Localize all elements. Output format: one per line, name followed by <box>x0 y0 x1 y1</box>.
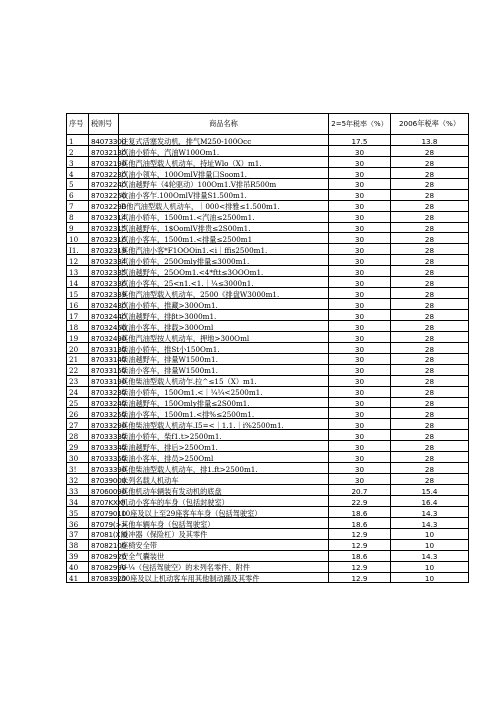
row-code: 87082920 <box>89 550 119 561</box>
row-seq: 41 <box>67 572 89 583</box>
row-seq: 14 <box>67 277 89 288</box>
table-row <box>67 452 469 463</box>
row-rate-2005: 22.9 <box>329 495 391 506</box>
row-code: 87032230 <box>89 167 119 178</box>
row-rate-2005: 18.6 <box>329 550 391 561</box>
row-seq: 12 <box>67 255 89 266</box>
row-code: 87033250 <box>89 408 119 419</box>
row-rate-2006: 28 <box>391 200 469 211</box>
row-seq: 4 <box>67 167 89 178</box>
row-rate-2005: 30 <box>329 167 391 178</box>
row-name: 安全气囊装世 <box>119 550 329 561</box>
row-seq: 13 <box>67 266 89 277</box>
table-row <box>67 495 469 506</box>
table-row <box>67 539 469 550</box>
row-rate-2005: 30 <box>329 375 391 386</box>
row-rate-2006: 28 <box>391 156 469 167</box>
row-code: 87033390 <box>89 463 119 474</box>
row-code: 87083920 <box>89 572 119 583</box>
row-seq: 35 <box>67 506 89 517</box>
row-code: 87079(>> <box>89 517 119 528</box>
row-rate-2006: 10 <box>391 572 469 583</box>
row-rate-2005: 30 <box>329 452 391 463</box>
row-seq: 1 <box>67 135 89 146</box>
row-seq: 28 <box>67 430 89 441</box>
table-row <box>67 441 469 452</box>
header-name: 商品名称 <box>119 114 329 135</box>
row-name: 柴油小轿车，柴f1.t>2500m1. <box>119 430 329 441</box>
row-rate-2005: 30 <box>329 266 391 277</box>
row-rate-2005: 30 <box>329 441 391 452</box>
row-seq: 21 <box>67 353 89 364</box>
table-row <box>67 200 469 211</box>
row-name: 座椅安全带 <box>119 539 329 550</box>
row-rate-2006: 16.4 <box>391 495 469 506</box>
row-code: 87081(X)0 <box>89 528 119 539</box>
table-row <box>67 397 469 408</box>
row-name: 柴油小客车，排量W1500m1. <box>119 364 329 375</box>
row-rate-2005: 12.9 <box>329 528 391 539</box>
header-row <box>67 114 469 135</box>
row-code: 87032450 <box>89 320 119 331</box>
row-rate-2006: 28 <box>391 331 469 342</box>
table-row <box>67 353 469 364</box>
row-seq: 33 <box>67 485 89 496</box>
row-rate-2006: 28 <box>391 255 469 266</box>
row-name: 汽油越野车，排βt>3000m1. <box>119 310 329 321</box>
row-rate-2006: 28 <box>391 353 469 364</box>
row-rate-2006: 28 <box>391 222 469 233</box>
row-code: 87033290 <box>89 419 119 430</box>
row-code: 87033190 <box>89 375 119 386</box>
row-rate-2005: 12.9 <box>329 561 391 572</box>
row-rate-2005: 30 <box>329 463 391 474</box>
row-rate-2006: 28 <box>391 299 469 310</box>
row-rate-2005: 30 <box>329 419 391 430</box>
row-rate-2005: 30 <box>329 299 391 310</box>
row-rate-2005: 30 <box>329 430 391 441</box>
row-code: 87032250 <box>89 189 119 200</box>
row-seq: 3! <box>67 463 89 474</box>
row-rate-2006: 28 <box>391 178 469 189</box>
row-rate-2006: 28 <box>391 266 469 277</box>
row-seq: 23 <box>67 375 89 386</box>
row-code: 87032316 <box>89 233 119 244</box>
row-name: 汽油越野车（4轮驱动）100Om1.V排吊R500m <box>119 178 329 189</box>
row-name: 其他汽油小客*F1OOOin1.<i｜ffis2500m1. <box>119 244 329 255</box>
row-seq: 3 <box>67 156 89 167</box>
row-name: 其他汽油型载人机动车，持址Wlo（X）m1. <box>119 156 329 167</box>
table-row <box>67 255 469 266</box>
row-rate-2005: 30 <box>329 244 391 255</box>
row-rate-2005: 30 <box>329 408 391 419</box>
table-body <box>67 135 469 583</box>
row-code: 87032319 <box>89 244 119 255</box>
row-name: 其他机动车辆装有发动机的底盘 <box>119 485 329 496</box>
table-row <box>67 517 469 528</box>
row-code: 87033330 <box>89 430 119 441</box>
row-rate-2006: 28 <box>391 430 469 441</box>
row-code: 87039000 <box>89 474 119 485</box>
row-seq: 29 <box>67 441 89 452</box>
row-rate-2006: 28 <box>391 441 469 452</box>
table-row <box>67 528 469 539</box>
row-rate-2006: 28 <box>391 244 469 255</box>
row-code: 87032190 <box>89 156 119 167</box>
row-code: 87032339 <box>89 288 119 299</box>
row-rate-2005: 30 <box>329 211 391 222</box>
row-rate-2006: 28 <box>391 189 469 200</box>
row-name: 收油小客车，排载>300Oml <box>119 320 329 331</box>
row-rate-2006: 28 <box>391 474 469 485</box>
row-rate-2005: 30 <box>329 189 391 200</box>
row-name: 柴油越野车，排量W1500m1. <box>119 353 329 364</box>
row-rate-2005: 20.7 <box>329 485 391 496</box>
table-row <box>67 299 469 310</box>
header-code: 税则号 <box>89 114 119 135</box>
row-seq: 26 <box>67 408 89 419</box>
row-code: 87060090 <box>89 485 119 496</box>
row-rate-2005: 30 <box>329 255 391 266</box>
row-rate-2006: 28 <box>391 277 469 288</box>
row-rate-2005: 30 <box>329 364 391 375</box>
row-rate-2005: 30 <box>329 156 391 167</box>
row-name: 其他车辆车身（包括驾驶室） <box>119 517 329 528</box>
row-rate-2005: 12.9 <box>329 539 391 550</box>
row-rate-2005: 30 <box>329 397 391 408</box>
row-name: 柴油越野车，排后>250Om1. <box>119 441 329 452</box>
row-seq: 36 <box>67 517 89 528</box>
row-name: 汽油小轿车，推藏>300Om1. <box>119 299 329 310</box>
row-rate-2005: 30 <box>329 145 391 156</box>
row-name: 10座及以上至29座客车车身（包括驾驶室） <box>119 506 329 517</box>
tariff-document <box>66 113 468 583</box>
table-row <box>67 156 469 167</box>
row-rate-2006: 28 <box>391 452 469 463</box>
row-seq: 20 <box>67 342 89 353</box>
row-seq: I1. <box>67 244 89 255</box>
row-rate-2005: 30 <box>329 277 391 288</box>
row-code: 87032334 <box>89 255 119 266</box>
row-rate-2005: 30 <box>329 353 391 364</box>
row-name: 柴油小轿车，150Om1.<｜¼¼<2500m1. <box>119 386 329 397</box>
row-seq: 8 <box>67 211 89 222</box>
row-code: 87033350 <box>89 452 119 463</box>
row-name: 柴油小轿车，推St小150Om1. <box>119 342 329 353</box>
row-name: 30座及以上机动客车用其他制动踊及其零件 <box>119 572 329 583</box>
row-code: 87082100 <box>89 539 119 550</box>
row-rate-2005: 30 <box>329 288 391 299</box>
row-rate-2005: 12.9 <box>329 572 391 583</box>
table-row <box>67 419 469 430</box>
row-rate-2005: 30 <box>329 474 391 485</box>
row-seq: 24 <box>67 386 89 397</box>
row-code: 87033240 <box>89 397 119 408</box>
table-row <box>67 506 469 517</box>
row-rate-2005: 30 <box>329 386 391 397</box>
row-seq: 32 <box>67 474 89 485</box>
row-seq: 6 <box>67 189 89 200</box>
row-name: B他汽油型载人机动车，｜000<排雅≤1.500m1. <box>119 200 329 211</box>
row-name: 其他柴油型载人机动车.I5=<｜1.1.｜i%2500m1. <box>119 419 329 430</box>
row-name: 汽油小客车，1500m1.<排量≤2500m1 <box>119 233 329 244</box>
row-name: 其他汽油型按人机动车，押地>300Oml <box>119 331 329 342</box>
row-seq: 16 <box>67 299 89 310</box>
row-rate-2006: 28 <box>391 310 469 321</box>
row-seq: 9 <box>67 222 89 233</box>
table-row <box>67 430 469 441</box>
table-row <box>67 320 469 331</box>
row-name: 未列名载人机动车 <box>119 474 329 485</box>
row-seq: 37 <box>67 528 89 539</box>
row-name: 汽油小客车，25<n1.<1.｜¼≤3000n1. <box>119 277 329 288</box>
row-rate-2005: 30 <box>329 222 391 233</box>
row-rate-2005: 30 <box>329 233 391 244</box>
row-rate-2006: 14.3 <box>391 517 469 528</box>
row-rate-2006: 28 <box>391 145 469 156</box>
row-seq: 22 <box>67 364 89 375</box>
table-row <box>67 386 469 397</box>
row-code: 87032336 <box>89 277 119 288</box>
table-row <box>67 189 469 200</box>
table-row <box>67 266 469 277</box>
table-row <box>67 145 469 156</box>
header-rate-2005: 2=5年税率（%） <box>329 114 391 135</box>
row-name: 其他柴油型载人机动乍.拉^≤15（X）m1. <box>119 375 329 386</box>
row-rate-2006: 28 <box>391 397 469 408</box>
table-row <box>67 364 469 375</box>
row-code: 87079010 <box>89 506 119 517</box>
row-code: 84073300 <box>89 135 119 146</box>
table-row <box>67 572 469 583</box>
row-code: 87032440 <box>89 310 119 321</box>
header-rate-2006: 2006年税率（%） <box>391 114 469 135</box>
row-seq: 2 <box>67 145 89 156</box>
row-rate-2006: 10 <box>391 539 469 550</box>
row-code: 87032335 <box>89 266 119 277</box>
row-rate-2005: 30 <box>329 310 391 321</box>
row-code: 87032240 <box>89 178 119 189</box>
row-rate-2006: 10 <box>391 561 469 572</box>
row-code: 87033150 <box>89 364 119 375</box>
row-rate-2006: 28 <box>391 463 469 474</box>
row-rate-2005: 18.6 <box>329 506 391 517</box>
row-rate-2006: 28 <box>391 419 469 430</box>
table-header <box>67 114 469 135</box>
table-row <box>67 233 469 244</box>
row-code: 87032490 <box>89 331 119 342</box>
row-seq: 27 <box>67 419 89 430</box>
row-rate-2006: 14.3 <box>391 506 469 517</box>
row-rate-2006: 14.3 <box>391 550 469 561</box>
row-rate-2006: 28 <box>391 320 469 331</box>
row-name: 汽油小轿车，汽油W100Om1. <box>119 145 329 156</box>
table-row <box>67 463 469 474</box>
row-rate-2005: 30 <box>329 178 391 189</box>
row-code: 8707KXX) <box>89 495 119 506</box>
row-rate-2005: 18.6 <box>329 517 391 528</box>
row-rate-2006: 28 <box>391 233 469 244</box>
row-code: 87033340 <box>89 441 119 452</box>
table-row <box>67 408 469 419</box>
row-name: 柴油越野车，150Omly排量≤2S00m1. <box>119 397 329 408</box>
row-rate-2006: 28 <box>391 386 469 397</box>
row-name: 汽油越野车，25OOm1.<4*ftt≤3OOOm1. <box>119 266 329 277</box>
row-code: 87033140 <box>89 353 119 364</box>
table-row <box>67 222 469 233</box>
row-name: 缓冲器（保险杠）及其零件 <box>119 528 329 539</box>
row-seq: 17 <box>67 310 89 321</box>
row-code: 87032130 <box>89 145 119 156</box>
row-seq: 25 <box>67 397 89 408</box>
header-seq: 序号 <box>67 114 89 135</box>
row-code: 87033230 <box>89 386 119 397</box>
row-name: V-¼（包括驾驶空）的未列名零件、附件 <box>119 561 329 572</box>
row-rate-2006: 10 <box>391 528 469 539</box>
table-row <box>67 310 469 321</box>
row-seq: 15 <box>67 288 89 299</box>
row-name: 其他柴油型载人机动车，排1.ft>2500m1. <box>119 463 329 474</box>
row-rate-2005: 17.5 <box>329 135 391 146</box>
table-row <box>67 135 469 146</box>
row-seq: 7 <box>67 200 89 211</box>
row-rate-2006: 13.8 <box>391 135 469 146</box>
row-rate-2006: 28 <box>391 375 469 386</box>
row-rate-2006: 15.4 <box>391 485 469 496</box>
row-seq: 5 <box>67 178 89 189</box>
row-code: 87032314 <box>89 211 119 222</box>
row-rate-2005: 30 <box>329 342 391 353</box>
row-name: 机动小客车的车身（包括封驶室） <box>119 495 329 506</box>
row-code: 87032290 <box>89 200 119 211</box>
row-rate-2005: 30 <box>329 320 391 331</box>
row-name: 汽油小领车，100OmlV排量口Soom1. <box>119 167 329 178</box>
table-row <box>67 167 469 178</box>
table-row <box>67 342 469 353</box>
row-rate-2006: 28 <box>391 408 469 419</box>
row-name: 汽油小轿车，250Omly排量≤3000m1. <box>119 255 329 266</box>
row-rate-2005: 30 <box>329 200 391 211</box>
row-name: 柴油小客车，1500m1.<排%≤2500m1. <box>119 408 329 419</box>
row-rate-2006: 28 <box>391 211 469 222</box>
row-code: 87032315 <box>89 222 119 233</box>
row-name: 收油小客乍.100OmlV排量S1.500m1. <box>119 189 329 200</box>
row-seq: 40 <box>67 561 89 572</box>
table-row <box>67 485 469 496</box>
tariff-rate-table <box>66 113 469 583</box>
row-rate-2005: 30 <box>329 331 391 342</box>
table-row <box>67 561 469 572</box>
row-name: 汽油越野车，1$OomlV排贵≤2S00m1. <box>119 222 329 233</box>
table-row <box>67 331 469 342</box>
row-name: 往复式活塞发动机，排气M250-100Occ <box>119 135 329 146</box>
table-row <box>67 178 469 189</box>
row-rate-2006: 28 <box>391 342 469 353</box>
row-seq: 30 <box>67 452 89 463</box>
row-name: 其他汽油型载入机动车，2500《排盘W3000m1. <box>119 288 329 299</box>
row-code: 87032430 <box>89 299 119 310</box>
row-code: 87082990 <box>89 561 119 572</box>
table-row <box>67 474 469 485</box>
row-name: 柴油小客车，排员>250Oml <box>119 452 329 463</box>
table-row <box>67 244 469 255</box>
table-row <box>67 211 469 222</box>
row-code: 87033130 <box>89 342 119 353</box>
table-row <box>67 550 469 561</box>
row-rate-2006: 28 <box>391 167 469 178</box>
row-seq: 19 <box>67 331 89 342</box>
table-row <box>67 288 469 299</box>
table-row <box>67 375 469 386</box>
row-name: 汽油小轿车，1500m1.<汽油≤2500m1. <box>119 211 329 222</box>
row-seq: 38 <box>67 539 89 550</box>
row-rate-2006: 28 <box>391 364 469 375</box>
row-seq: 10 <box>67 233 89 244</box>
table-row <box>67 277 469 288</box>
row-seq: 18 <box>67 320 89 331</box>
row-rate-2006: 28 <box>391 288 469 299</box>
row-seq: 39 <box>67 550 89 561</box>
row-seq: 34 <box>67 495 89 506</box>
